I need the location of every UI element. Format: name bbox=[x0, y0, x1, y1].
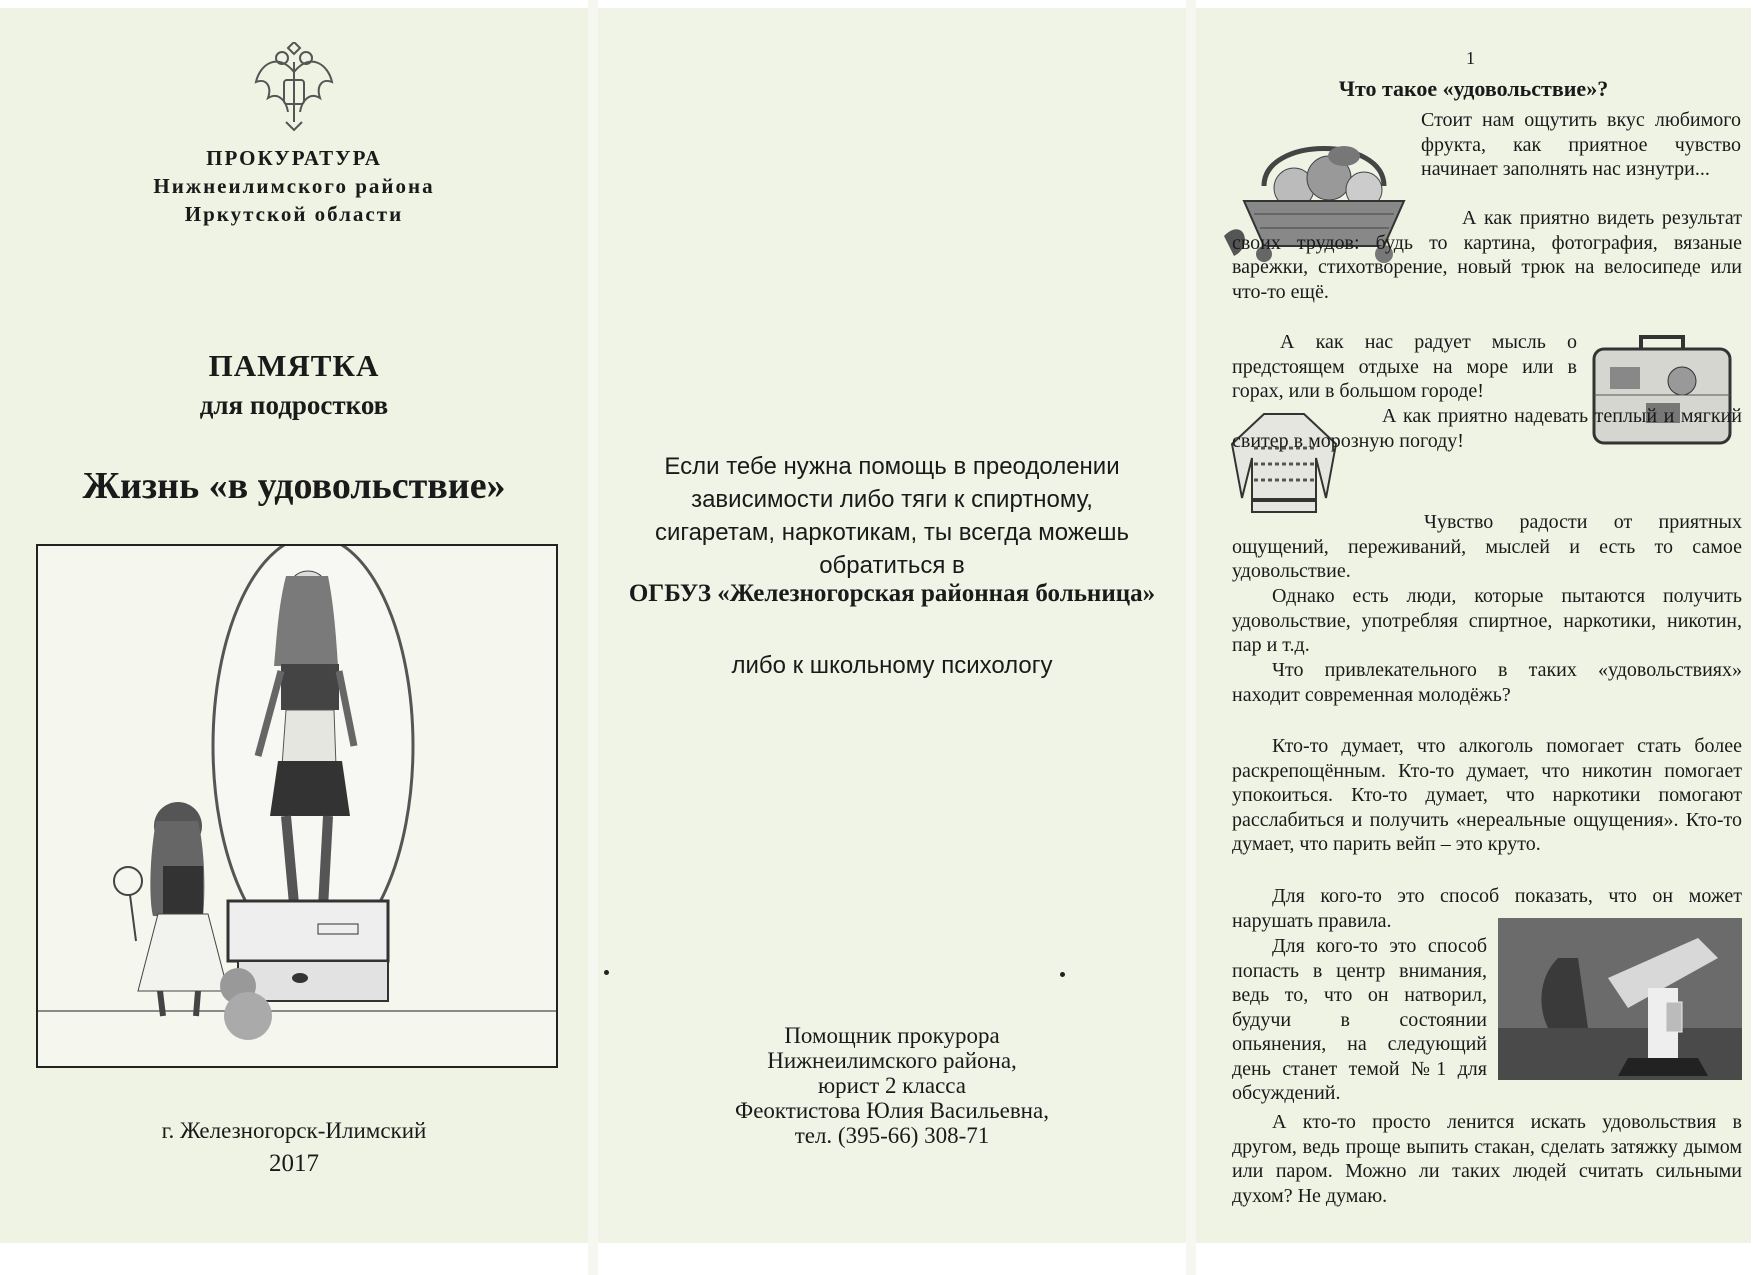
memo-title: ПАМЯТКА bbox=[208, 348, 380, 383]
org-line: ПРОКУРАТУРА bbox=[206, 146, 382, 170]
org-line: Иркутской области bbox=[184, 202, 404, 226]
city: г. Железногорск-Илимский bbox=[161, 1118, 427, 1143]
paragraph: А кто-то просто ленится искать удовольствия в другом, ведь проще выпить стакан, сделать затяжку дымом или паром. Можно ли таких людей считать сильными духом? Не думаю. bbox=[1232, 1111, 1742, 1207]
russian-coat-of-arms-icon bbox=[248, 42, 340, 134]
print-dot bbox=[604, 970, 609, 975]
page-number: 1 bbox=[1466, 48, 1475, 68]
paragraph: Для кого-то это способ показать, что он может нарушать правила. bbox=[1232, 885, 1742, 932]
paragraph: Кто-то думает, что алкоголь помогает стать более раскрепощённым. Кто-то думает, что никотин помогает упокоиться. Кто-то думает, что наркотики помогают расслабиться и получить «нереальные ощущения». Кто-то думает, что парить вейп – это круто. bbox=[1232, 735, 1742, 855]
fold-line bbox=[1186, 0, 1196, 1275]
org-line: Нижнеилимского района bbox=[153, 174, 435, 198]
year: 2017 bbox=[269, 1150, 319, 1177]
cover-panel bbox=[0, 8, 588, 1243]
help-text: Если тебе нужна помощь в преодолении зависимости либо тяги к спиртному, сигаретам, наркотикам, ты всегда можешь обратиться в bbox=[654, 453, 1130, 579]
hospital-name: ОГБУЗ «Железногорская районная больница» bbox=[628, 580, 1156, 607]
article-panel bbox=[1196, 8, 1751, 1243]
signature-line: Нижнеилимского района, bbox=[767, 1048, 1017, 1073]
article-heading: Что такое «удовольствие»? bbox=[1338, 76, 1609, 101]
signature-block bbox=[638, 1023, 1146, 1148]
paragraph: Для кого-то это способ попасть в центр внимания, ведь то, что он натворил, будучи в состоянии опьянения, на следующий день станет темой №1 для обсуждений. bbox=[1232, 935, 1487, 1104]
memo-subtitle: для подростков bbox=[199, 390, 389, 420]
main-title: Жизнь «в удовольствие» bbox=[82, 465, 506, 507]
paragraph: А как приятно видеть результат своих трудов: будь то картина, фотография, вязаные варежки, стихотворение, новый трюк на велосипеде или что-то ещё. bbox=[1232, 207, 1742, 303]
signature-line: Феоктистова Юлия Васильевна, bbox=[735, 1098, 1049, 1123]
print-dot bbox=[1060, 972, 1065, 977]
girl-and-mirror-drawing bbox=[36, 544, 558, 1068]
psychologist-text: либо к школьному психологу bbox=[731, 652, 1053, 679]
paragraph: А как нас радует мысль о предстоящем отдыхе на море или в горах, или в большом городе! bbox=[1232, 331, 1577, 402]
paragraph: Однако есть люди, которые пытаются получить удовольствие, употребляя спиртное, наркотики, никотин, пар и т.д. bbox=[1232, 585, 1742, 656]
signature-line: юрист 2 класса bbox=[817, 1073, 967, 1098]
paragraph: Чувство радости от приятных ощущений, переживаний, мыслей и есть то самое удовольствие. bbox=[1232, 511, 1742, 582]
photo-teen-drinking-icon bbox=[1498, 918, 1742, 1080]
paragraph: Стоит нам ощутить вкус любимого фрукта, как приятное чувство начинает заполнять нас изнутри... bbox=[1421, 109, 1741, 180]
signature-line: Помощник прокурора bbox=[784, 1023, 1000, 1048]
paragraph: Что привлекательного в таких «удовольствиях» находит современная молодёжь? bbox=[1232, 659, 1742, 706]
fold-line bbox=[588, 0, 598, 1275]
contact-panel bbox=[598, 8, 1186, 1243]
paragraph: А как приятно надевать теплый и мягкий свитер в морозную погоду! bbox=[1232, 405, 1742, 452]
organization-name bbox=[0, 144, 588, 228]
signature-line: тел. (395-66) 308-71 bbox=[794, 1123, 990, 1148]
